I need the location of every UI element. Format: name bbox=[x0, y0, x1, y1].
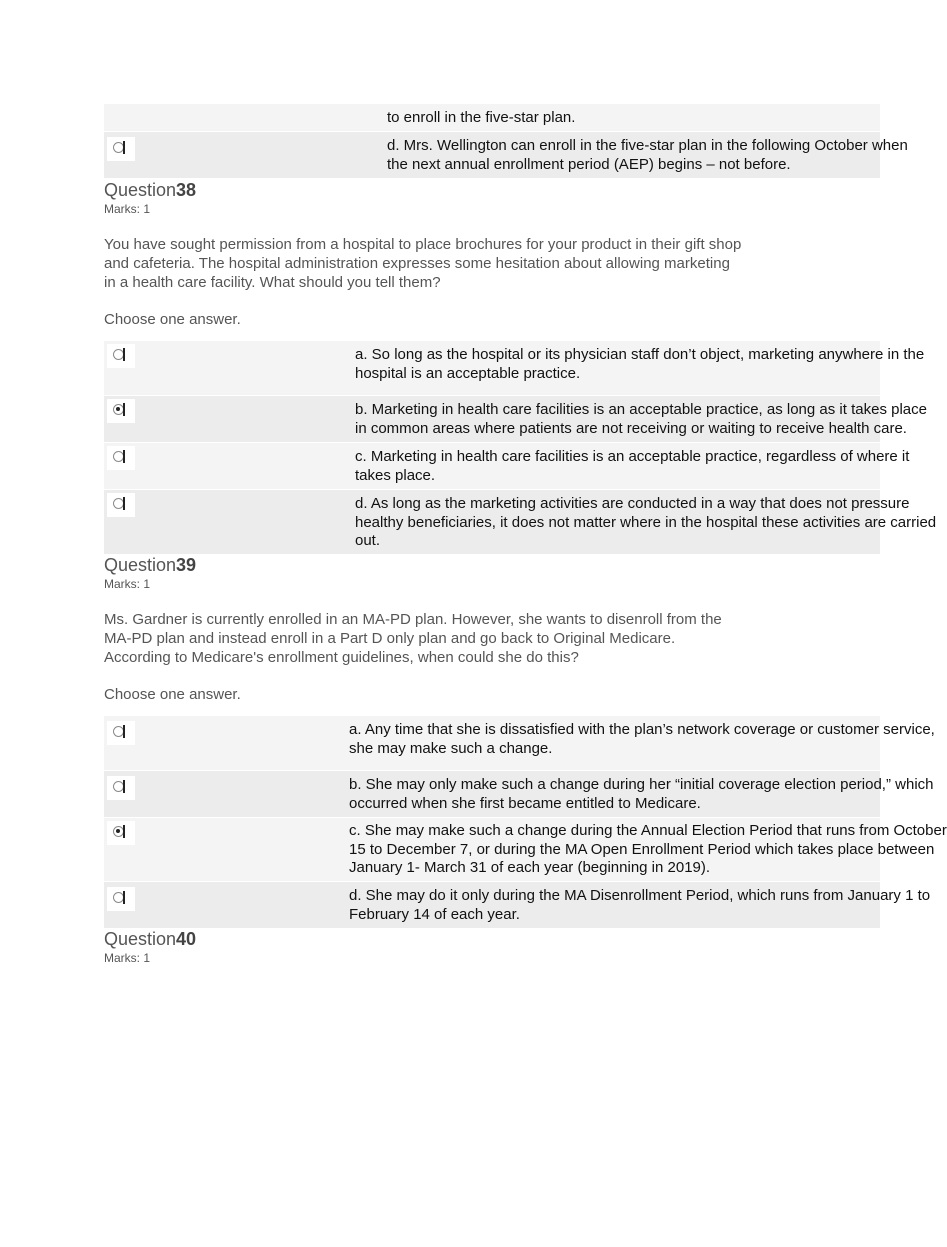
q38-option-c-radio[interactable] bbox=[107, 446, 135, 470]
prev-option-c-text: to enroll in the five-star plan. bbox=[387, 109, 576, 126]
question-38-text: You have sought permission from a hospital to place brochures for your product in their gift shop and cafeteria. The hospital administration expresses some hesitation about allowing marketing in a health care facility. What should you tell them? bbox=[104, 236, 742, 291]
question-38-marks: Marks: 1 bbox=[104, 202, 151, 216]
q38-option-b-text: b. Marketing in health care facilities is an acceptable practice, as long as it takes place in common areas where patients are not receiving or waiting to receive health care. bbox=[355, 401, 927, 437]
question-39-title: Question39 bbox=[104, 555, 197, 575]
q38-option-c-text: c. Marketing in health care facilities is an acceptable practice, regardless of where it takes place. bbox=[355, 448, 910, 484]
q39-option-b-radio[interactable] bbox=[107, 776, 135, 800]
q38-option-c-row[interactable] bbox=[104, 443, 910, 489]
question-39-marks: Marks: 1 bbox=[104, 577, 151, 591]
question-40-marks: Marks: 1 bbox=[104, 951, 151, 965]
q39-option-a-text: a. Any time that she is dissatisfied with the plan’s network coverage or customer service, she may make such a change. bbox=[349, 721, 935, 757]
q38-option-d-radio[interactable] bbox=[107, 493, 135, 517]
q38-option-a-radio[interactable] bbox=[107, 344, 135, 368]
prev-option-d-text: d. Mrs. Wellington can enroll in the five-star plan in the following October when the next annual enrollment period (AEP) begins – not before. bbox=[387, 137, 908, 173]
question-39-choose-label: Choose one answer. bbox=[104, 686, 241, 703]
q39-option-d-text: d. She may do it only during the MA Disenrollment Period, which runs from January 1 to February 14 of each year. bbox=[349, 887, 931, 923]
q39-option-a-row[interactable] bbox=[104, 716, 935, 770]
q39-option-c-row[interactable] bbox=[104, 818, 947, 881]
q38-option-d-row[interactable] bbox=[104, 490, 937, 554]
q39-option-b-row[interactable] bbox=[104, 771, 934, 817]
q38-option-b-radio-selected[interactable] bbox=[107, 399, 135, 423]
q39-option-d-radio[interactable] bbox=[107, 887, 135, 911]
q39-option-b-text: b. She may only make such a change during her “initial coverage election period,” which occurred when she first became entitled to Medicare. bbox=[349, 776, 934, 812]
prev-option-d-radio[interactable] bbox=[107, 137, 135, 161]
q39-option-c-text: c. She may make such a change during the Annual Election Period that runs from October 15 to December 7, or during the MA Open Enrollment Period which takes place between January 1- March 31 of each year (beginning in 2019). bbox=[349, 822, 947, 876]
question-38-title: Question38 bbox=[104, 180, 197, 200]
q39-option-d-row[interactable] bbox=[104, 882, 931, 928]
q38-option-a-text: a. So long as the hospital or its physician staff don’t object, marketing anywhere in the hospital is an acceptable practice. bbox=[355, 346, 925, 382]
prev-option-d-row[interactable] bbox=[104, 132, 908, 178]
question-39-text: Ms. Gardner is currently enrolled in an MA-PD plan. However, she wants to disenroll from the MA-PD plan and instead enroll in a Part D only plan and go back to Original Medicare. According to Medicare's enrollment guidelines, when could she do this? bbox=[104, 611, 722, 666]
q38-option-b-row[interactable] bbox=[104, 396, 927, 442]
q38-option-a-row[interactable] bbox=[104, 341, 925, 395]
question-38-choose-label: Choose one answer. bbox=[104, 311, 241, 328]
q39-option-a-radio[interactable] bbox=[107, 721, 135, 745]
q39-option-c-radio-selected[interactable] bbox=[107, 821, 135, 845]
q38-option-d-text: d. As long as the marketing activities are conducted in a way that does not pressure healthy beneficiaries, it does not matter where in the hospital these activities are carried out. bbox=[355, 495, 937, 549]
question-40-title: Question40 bbox=[104, 929, 197, 949]
prev-option-c-row bbox=[104, 104, 880, 131]
